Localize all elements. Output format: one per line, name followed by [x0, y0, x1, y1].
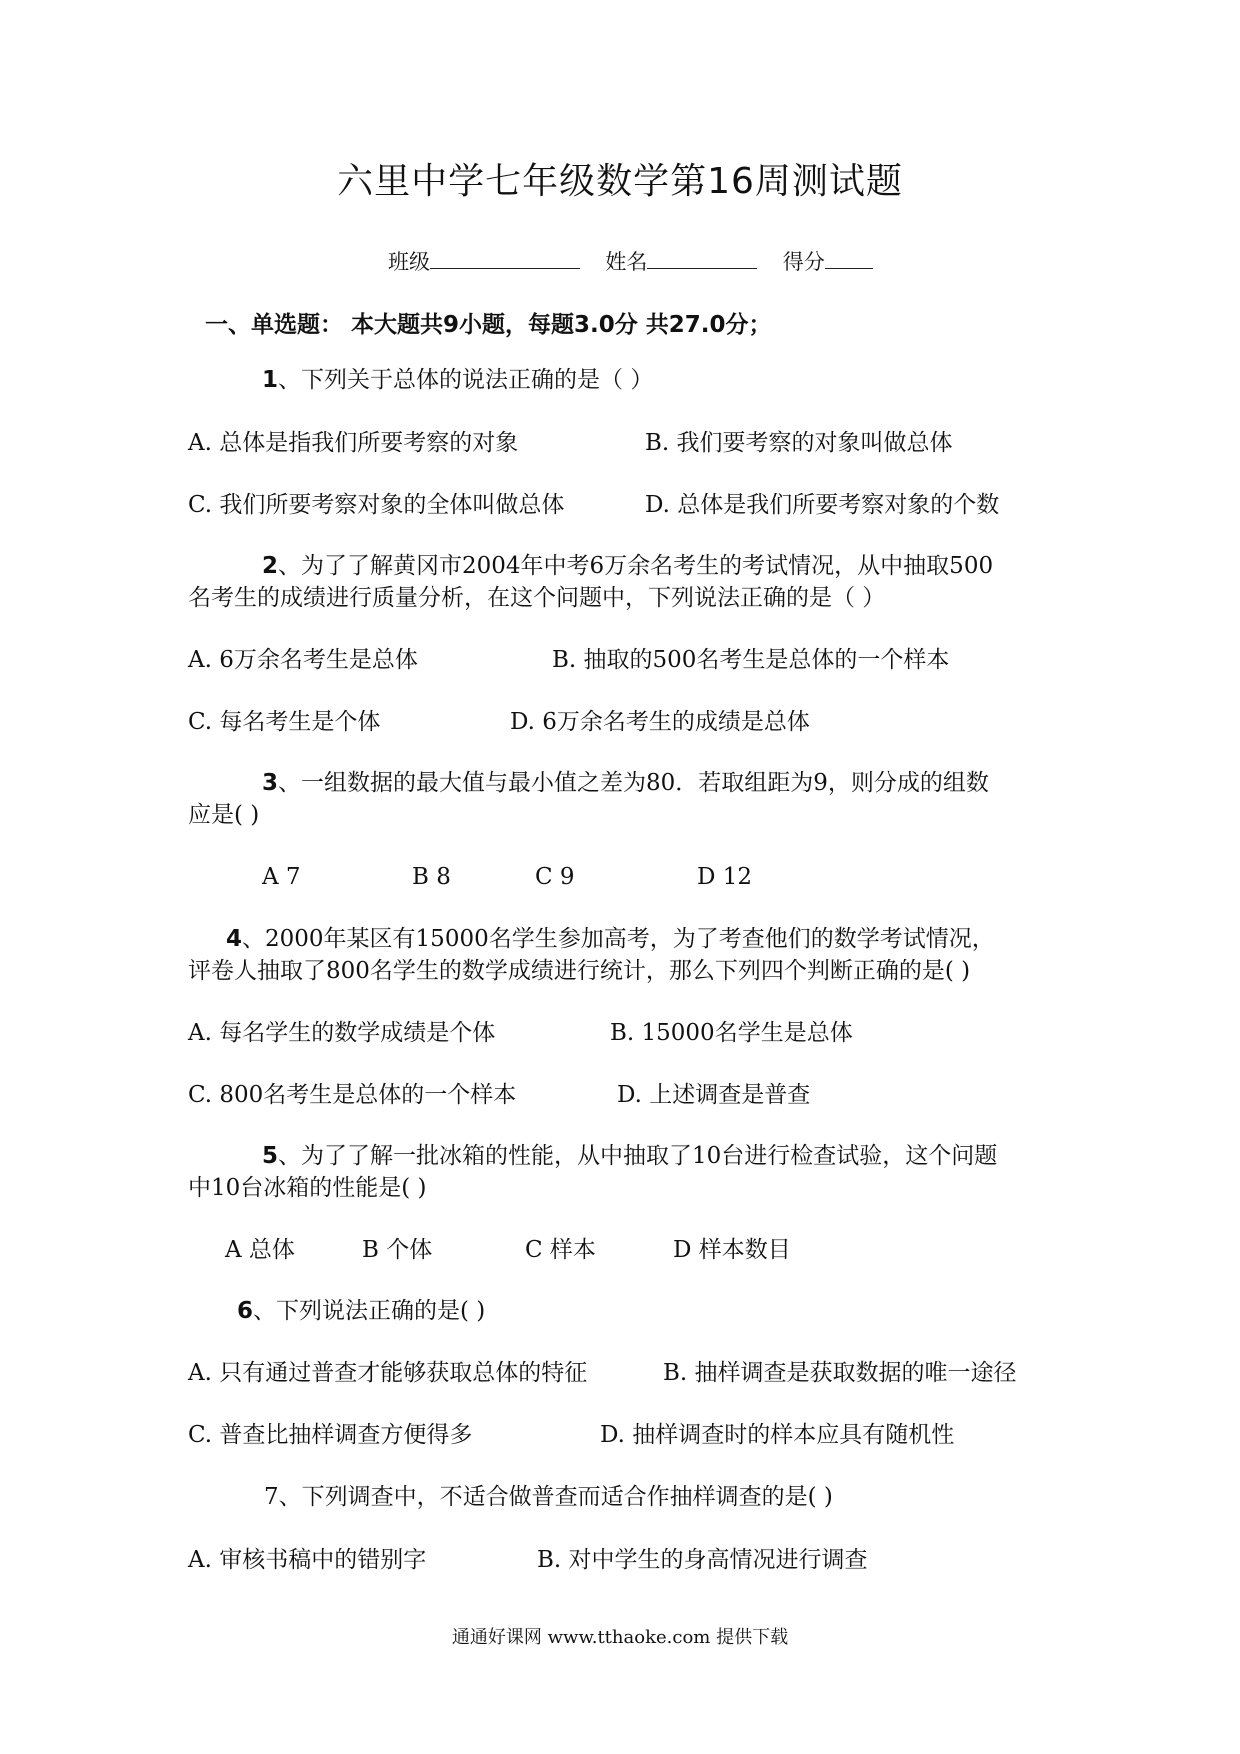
q6-option-a: A. 只有通过普查才能够获取总体的特征 — [188, 1360, 588, 1386]
q1-option-c: C. 我们所要考察对象的全体叫做总体 — [188, 492, 565, 518]
question-number: 3 — [262, 770, 279, 796]
question-2 — [262, 551, 993, 581]
question-number: 1 — [262, 367, 279, 393]
question-6 — [237, 1296, 485, 1326]
class-label: 班级 — [388, 250, 430, 274]
question-stem-line1: 、一组数据的最大值与最小值之差为80．若取组距为9，则分成的组数 — [278, 770, 989, 796]
student-info-line — [388, 248, 873, 276]
q6-option-d: D. 抽样调查时的样本应具有随机性 — [600, 1422, 955, 1448]
question-1 — [262, 365, 653, 395]
q4-option-a: A. 每名学生的数学成绩是个体 — [188, 1020, 496, 1046]
question-number: 4 — [226, 926, 243, 952]
score-blank — [825, 248, 873, 269]
q5-option-d: D 样本数目 — [673, 1237, 791, 1263]
q1-option-d: D. 总体是我们所要考察对象的个数 — [645, 492, 1000, 518]
question-number: 5 — [262, 1143, 279, 1169]
q2-option-b: B. 抽取的500名考生是总体的一个样本 — [552, 647, 950, 673]
q4-option-b: B. 15000名学生是总体 — [610, 1020, 853, 1046]
question-stem-line1: 、为了了解一批冰箱的性能，从中抽取了10台进行检查试验，这个问题 — [278, 1143, 998, 1169]
name-label: 姓名 — [605, 250, 648, 274]
q6-option-b: B. 抽样调查是获取数据的唯一途径 — [663, 1360, 1017, 1386]
q5-option-b: B 个体 — [362, 1237, 433, 1263]
q3-option-d: D 12 — [697, 864, 753, 890]
q2-option-a: A. 6万余名考生是总体 — [188, 647, 418, 673]
question-stem-line2: 中10台冰箱的性能是( ) — [188, 1175, 427, 1201]
question-4 — [226, 924, 995, 954]
q2-option-d: D. 6万余名考生的成绩是总体 — [510, 709, 810, 735]
name-blank — [647, 248, 757, 269]
question-stem-line2: 应是( ) — [188, 802, 260, 828]
question-3 — [262, 768, 989, 798]
q7-option-a: A. 审核书稿中的错别字 — [188, 1547, 427, 1573]
question-stem: 、下列说法正确的是( ) — [253, 1298, 486, 1324]
question-stem: 、下列关于总体的说法正确的是（ ） — [278, 367, 654, 393]
q3-option-c: C 9 — [535, 864, 575, 890]
class-blank — [430, 248, 580, 269]
q4-option-d: D. 上述调查是普查 — [617, 1082, 811, 1108]
score-label: 得分 — [782, 250, 825, 274]
question-stem-line2: 名考生的成绩进行质量分析，在这个问题中，下列说法正确的是（ ） — [188, 585, 886, 611]
q5-option-c: C 样本 — [525, 1237, 596, 1263]
q3-option-a: A 7 — [262, 864, 301, 890]
q3-option-b: B 8 — [412, 864, 451, 890]
q2-option-c: C. 每名考生是个体 — [188, 709, 381, 735]
q5-option-a: A 总体 — [225, 1237, 295, 1263]
question-stem-line1: 、2000年某区有15000名学生参加高考，为了考查他们的数学考试情况， — [242, 926, 995, 952]
q4-option-c: C. 800名考生是总体的一个样本 — [188, 1082, 517, 1108]
question-5 — [262, 1141, 997, 1171]
question-number: 6 — [237, 1298, 254, 1324]
q6-option-c: C. 普查比抽样调查方便得多 — [188, 1422, 473, 1448]
q1-option-b: B. 我们要考察的对象叫做总体 — [645, 430, 953, 456]
question-number: 2 — [262, 553, 279, 579]
question-stem-line2: 评卷人抽取了800名学生的数学成绩进行统计，那么下列四个判断正确的是( ) — [188, 958, 971, 984]
section-heading: 一、单选题： 本大题共9小题，每题3.0分 共27.0分； — [205, 312, 772, 338]
question-stem-line1: 、为了了解黄冈市2004年中考6万余名考生的考试情况，从中抽取500 — [278, 553, 994, 579]
footer-credit: 通通好课网 www.tthaoke.com 提供下载 — [451, 1627, 789, 1648]
question-7: 7、下列调查中，不适合做普查而适合作抽样调查的是( ) — [264, 1484, 833, 1510]
q7-option-b: B. 对中学生的身高情况进行调查 — [537, 1547, 868, 1573]
q1-option-a: A. 总体是指我们所要考察的对象 — [188, 430, 519, 456]
page-title: 六里中学七年级数学第16周测试题 — [337, 161, 903, 202]
